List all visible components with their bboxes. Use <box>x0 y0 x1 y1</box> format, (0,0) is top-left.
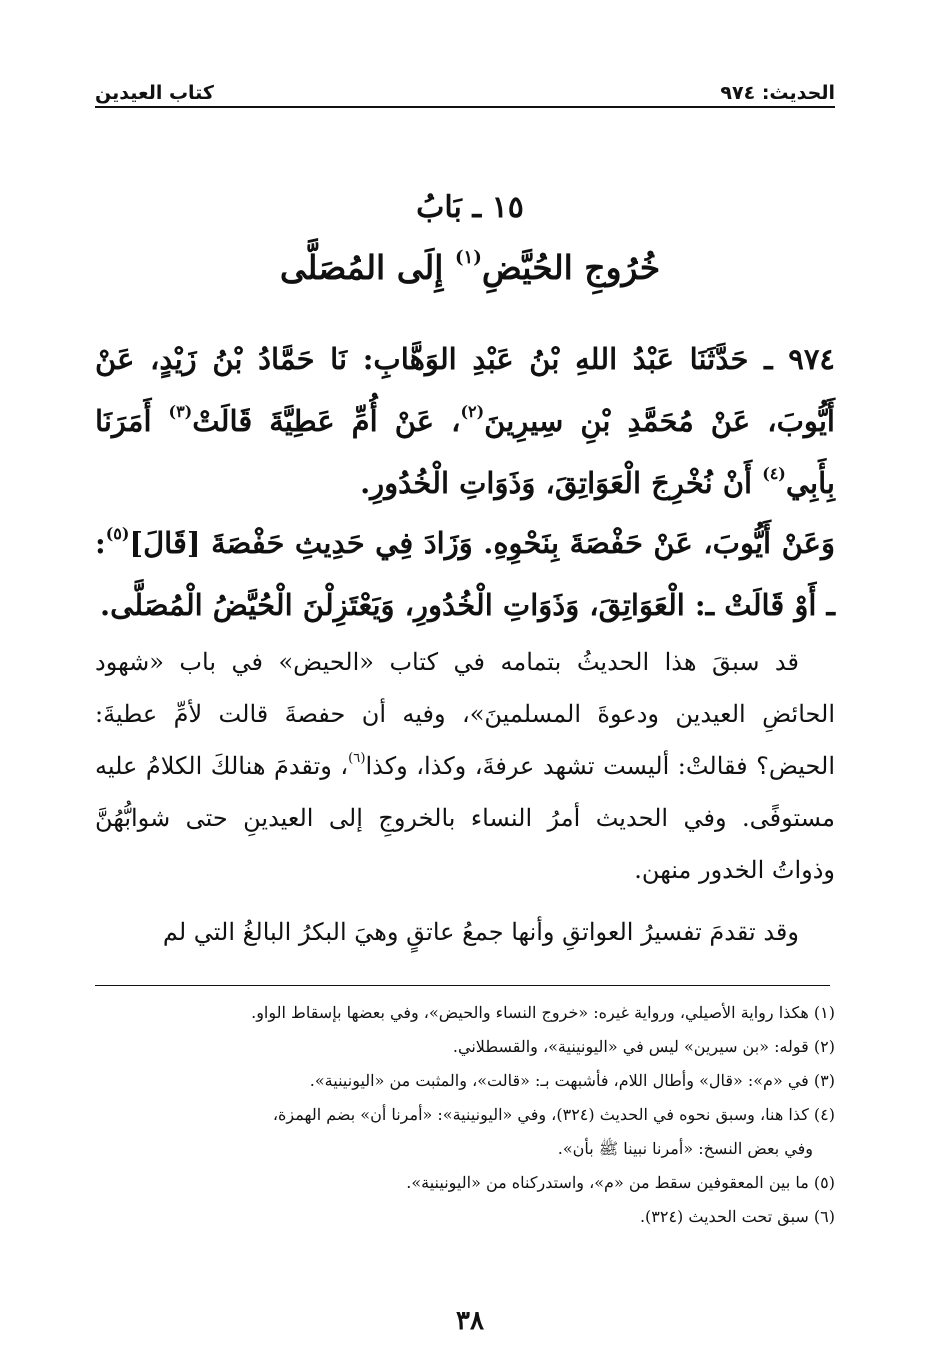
header-divider <box>95 106 835 108</box>
footnote-3: (٣) في «م»: «قال» وأطال اللام، فأشبهت بـ: «قالت»، والمثبت من «اليونينية». <box>309 1071 835 1090</box>
chapter-number: ١٥ ـ بَابُ <box>416 190 524 225</box>
footnote-4: (٤) كذا هنا، وسبق نحوه في الحديث (٣٢٤)، وفي «اليونينية»: «أمرنا أن» بضم الهمزة، <box>272 1105 835 1124</box>
footnote-5: (٥) ما بين المعقوفين سقط من «م»، واستدركناه من «اليونينية». <box>406 1173 835 1192</box>
hadith-second-part: : ـ أَوْ قَالَتْ ـ: الْعَوَاتِقَ، وَذَوَاتِ الْخُدُورِ، وَيَعْتَزِلْنَ الْحُيَّضُ الْمُصَلَّى. <box>95 526 835 622</box>
footnote-divider <box>95 985 830 986</box>
book-title: كتاب العيدين <box>95 82 214 104</box>
commentary-text: قد سبقَ هذا الحديثُ بتمامه في كتاب «الحيض» في باب «شهود الحائضِ العيدين ودعوةَ المسلمينَ»، وفيه أن حفصةَ قالت لأمِّ عطيةَ: الحيض؟ فقالتْ: أليست تشهد عرفةَ، وكذا، وكذا <box>95 648 835 780</box>
footnote-ref-2: (٢) <box>460 402 485 422</box>
footnote-2: (٢) قوله: «بن سيرين» ليس في «اليونينية»، والقسطلاني. <box>452 1037 835 1056</box>
footnote-ref-1: (١) <box>454 247 482 269</box>
chapter-title-end: إِلَى المُصَلَّى <box>279 248 444 287</box>
footnotes <box>95 996 835 1234</box>
footnote-ref-6: (٦) <box>348 751 366 767</box>
hadith-text-part: أَمَرَنَا بِأَبِي <box>95 404 835 500</box>
page-number: ٣٨ <box>456 1306 484 1336</box>
footnote-ref-3: (٣) <box>168 402 193 422</box>
hadith-text-part: ، عَنْ أُمِّ عَطِيَّةَ قَالَتْ <box>192 404 461 438</box>
commentary-paragraph: وقد تقدمَ تفسيرُ العواتقِ وأنها جمعُ عاتقٍ وهيَ البكرُ البالغُ التي لم <box>162 918 799 946</box>
hadith-number-label: الحديث: ٩٧٤ <box>720 82 835 104</box>
hadith-second-part: وَعَنْ أَيُّوبَ، عَنْ حَفْصَةَ بِنَحْوِهِ. وَزَادَ فِي حَدِيثِ حَفْصَةَ [قَالَ] <box>129 526 835 560</box>
hadith-second-text <box>95 512 835 636</box>
footnote-ref-5: (٥) <box>105 524 130 544</box>
commentary <box>95 636 835 958</box>
running-header <box>95 70 835 104</box>
hadith-matn: أَنْ نُخْرِجَ الْعَوَاتِقَ، وَذَوَاتِ الْخُدُورِ. <box>360 466 763 500</box>
footnote-6: (٦) سبق تحت الحديث (٣٢٤). <box>639 1207 835 1226</box>
hadith-isnad: ٩٧٤ ـ حَدَّثَنَا عَبْدُ اللهِ بْنُ عَبْدِ الوَهَّابِ: نَا حَمَّادُ بْنُ زَيْدٍ، عَنْ أَيُّوبَ، عَنْ مُحَمَّدِ بْنِ سِيرِينَ <box>95 342 835 438</box>
footnote-1: (١) هكذا رواية الأصيلي، ورواية غيره: «خروج النساء والحيض»، وفي بعضها بإسقاط الواو. <box>251 1003 835 1022</box>
hadith-text <box>95 328 835 514</box>
commentary-text: ، وتقدمَ هنالكَ الكلامُ عليه مستوفًى. وفي الحديث أمرُ النساء بالخروجِ إلى العيدينِ حتى شوابُّهُنَّ وذواتُ الخدور منهن. <box>95 752 835 884</box>
chapter-title <box>0 248 940 287</box>
chapter-title-text: خُرُوجِ الحُيَّضِ <box>481 248 661 287</box>
commentary-paragraph <box>95 636 835 896</box>
footnote-4-continued: وفي بعض النسخ: «أمرنا نبينا ﷺ بأن». <box>557 1139 813 1158</box>
footnote-ref-4: (٤) <box>762 464 786 484</box>
